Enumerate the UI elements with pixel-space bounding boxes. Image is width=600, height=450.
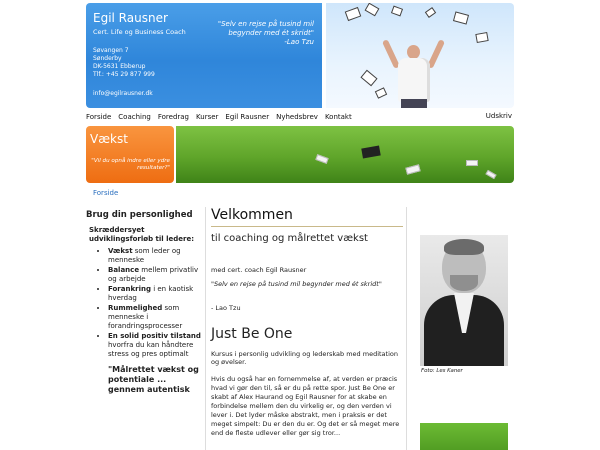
nav-coaching[interactable]: Coaching — [118, 113, 151, 121]
list-item — [108, 285, 202, 303]
banner-panel — [86, 126, 174, 183]
print-link[interactable]: Udskriv — [485, 112, 512, 120]
nav-nyhedsbrev[interactable]: Nyhedsbrev — [276, 113, 318, 121]
laptop-in-grass — [361, 146, 380, 159]
list-item — [108, 304, 202, 331]
site-tagline: Cert. Life og Business Coach — [93, 28, 186, 36]
sidebar-big-quote: "Målrettet vækst og potentiale ... gennem autentisk — [108, 365, 199, 394]
section-body: Hvis du også har en fornemmelse af, at verden er præcis hvad vi gør den til, så er du på rette spor. Just Be One er skabt af Alex Haurand og Egil Rausner for at skabe en forbindelse mellem den du virkelig er, og den verden vi lever i. Det lyder måske abstrakt, men i praksis er det meget simpelt: Du er den du er. Og det er så meget mere end de fleste udlever eller gør sig tror... — [211, 375, 400, 437]
coach-line: med cert. coach Egil Rausner — [211, 266, 307, 274]
list-item-text: mellem privatliv og arbejde — [108, 266, 199, 283]
man-head — [407, 45, 420, 59]
list-item-text: i en kaotisk hverdag — [108, 285, 194, 302]
man-legs — [401, 99, 427, 108]
main-content — [205, 207, 408, 450]
list-item-text: som leder og menneske — [108, 247, 181, 264]
phone-line: Tlf.: +45 29 877 999 — [93, 71, 155, 78]
header-quote-author: -Lao Tzu — [284, 38, 314, 46]
header-photo — [326, 3, 514, 108]
grass-paper — [315, 154, 328, 164]
address-line: Sønderby — [93, 55, 122, 62]
flying-paper — [475, 32, 488, 43]
address-line: Søvangen 7 — [93, 47, 129, 54]
banner-title: Vækst — [90, 132, 128, 146]
list-item — [108, 332, 202, 359]
header-quote-text: "Selv en rejse på tusind mil begynder med ét skridt" — [217, 20, 314, 37]
flying-paper — [360, 70, 377, 87]
breadcrumb[interactable]: Forside — [93, 189, 119, 197]
header-info-panel — [86, 3, 322, 108]
section-title: Just Be One — [211, 326, 293, 342]
list-item-bold: Rummelighed — [108, 304, 163, 312]
flying-paper — [345, 7, 362, 21]
flying-paper — [391, 6, 403, 17]
site-brand[interactable]: Egil Rausner — [93, 11, 168, 25]
nav-egil-rausner[interactable]: Egil Rausner — [225, 113, 270, 121]
page-title: Velkommen — [211, 207, 293, 223]
header-quote — [204, 20, 314, 47]
list-item-bold: Balance — [108, 266, 140, 274]
nav-kontakt[interactable]: Kontakt — [324, 113, 352, 121]
sidebar-title: Brug din personlighed — [86, 210, 193, 220]
list-item-bold: Forankring — [108, 285, 151, 293]
main-nav — [86, 110, 514, 124]
photo-caption: Foto: Les Kaner — [421, 368, 463, 374]
left-sidebar — [86, 210, 202, 395]
address-line: DK-5631 Ebberup — [93, 63, 146, 70]
title-underline — [211, 226, 403, 227]
page-subtitle: til coaching og målrettet vækst — [211, 233, 368, 244]
main-quote-author: - Lao Tzu — [211, 304, 241, 312]
main-quote: "Selv en rejse på tusind mil begynder med ét skridt" — [211, 280, 382, 288]
banner-grass-photo — [176, 126, 514, 183]
nav-forside[interactable]: Forside — [86, 113, 112, 121]
flying-paper — [375, 87, 387, 98]
man-torso — [398, 58, 430, 102]
nav-foredrag[interactable]: Foredrag — [157, 113, 190, 121]
list-item-bold: Vækst — [108, 247, 133, 255]
list-item — [108, 247, 202, 265]
grass-paper — [466, 160, 478, 166]
nav-kurser[interactable]: Kurser — [196, 113, 219, 121]
section-intro: Kursus i personlig udvikling og lederskab med meditation og øvelser. — [211, 350, 398, 366]
banner-quote: "Vil du opnå indre eller ydre resultater?" — [91, 158, 170, 171]
grass-thumbnail — [420, 423, 508, 450]
contact-email[interactable]: info@egilrausner.dk — [93, 90, 153, 97]
flying-paper — [425, 7, 436, 18]
list-item-text: hvorfra du kan håndtere stress og pres optimalt — [108, 341, 194, 358]
contact-address — [93, 47, 155, 79]
grass-paper — [405, 164, 420, 174]
sidebar-list — [108, 247, 202, 359]
list-item — [108, 266, 202, 284]
list-item-bold: En solid positiv tilstand — [108, 332, 201, 340]
list-item-text: som menneske i forandringsprocesser — [108, 304, 183, 330]
flying-paper — [453, 11, 469, 24]
sidebar-intro: Skræddersyet udviklingsforløb til ledere: — [89, 226, 195, 243]
flying-paper — [365, 3, 380, 16]
portrait-beard — [450, 275, 478, 291]
grass-paper — [485, 170, 496, 179]
portrait-hair — [444, 239, 484, 255]
portrait-photo — [420, 235, 508, 366]
